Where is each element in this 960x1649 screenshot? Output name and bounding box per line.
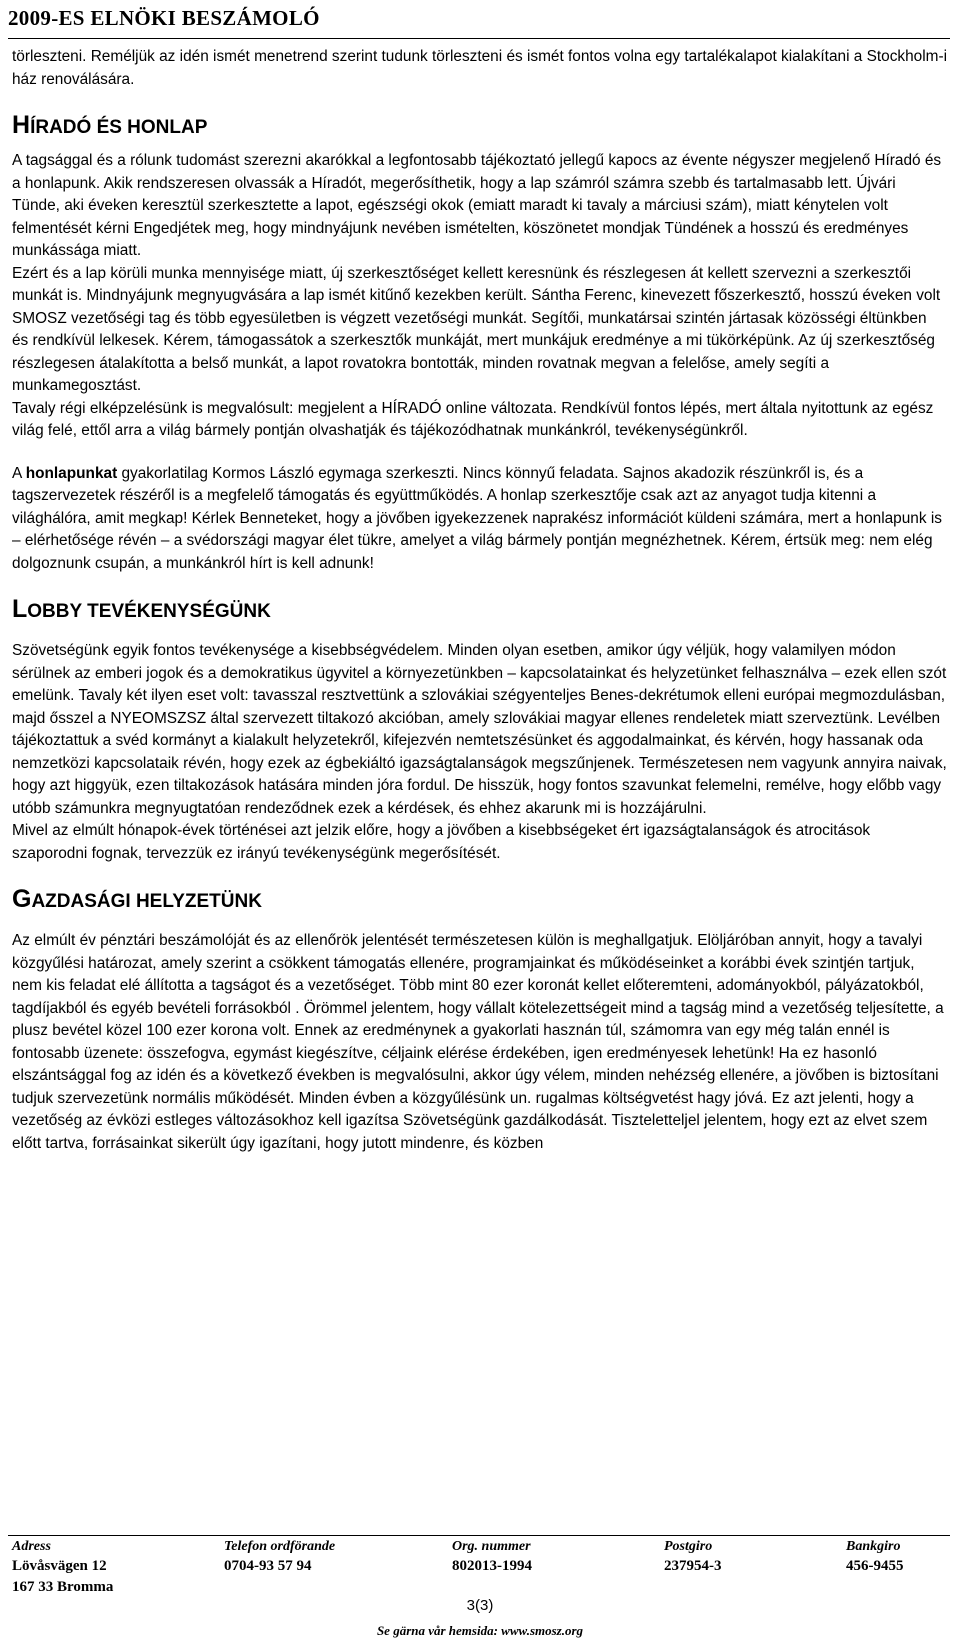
footer-phone: [224, 1538, 335, 1577]
gazdasagi-paragraph-1: Az elmúlt év pénztári beszámolóját és az ellenőrök jelentését természetesen külön is meghallgatjuk. Elöljáróban annyit, hogy a tavalyi közgyűlési határozat, amely szerint a csökkent támogatás ellenére, programjainkat és működéseinket a korábbi évek szintjén tartjuk, nem kis feladat elé állította a tagságot és a vezetőséget. Több mint 80 ezer koronát kellet előteremteni, adományokból, pályázatokból, tagdíjakból és egyéb bevételi forrásokból . Örömmel jelentem, hogy vállalt kötelezettségeit mind a tagság mind a vezetőség teljesítette, a plusz bevétel közel 100 ezer korona volt. Ennek az eredménynek a gyakorlati hasznán túl, számomra van egy még talán ennél is fontosabb üzenete: összefogva, egymást kiegészítve, céljaink elérése érdekében, igen eredményesek lehetünk! Ha ez hasonló elszántsággal fog az idén és a következő években is megvalósulni, akkor úgy vélem, minden nehézség ellenére, a jövőben is biztosítani tudjuk szervezetünk normális működését. Minden évben a közgyűlésünk un. rugalmas költségvetést hagy jóvá. Ez azt jelenti, hogy a vezetőség az évközi estleges változásokhoz kell igazítsa Szövetségünk gazdálkodását. Tiszteletteljel jelentem, hogy ezt az elvet szem előtt tartva, forrásainkat sikerült úgy igazítani, hogy jutott mindenre, és közben: [12, 932, 944, 1152]
footer-address-line2: 167 33 Bromma: [12, 1579, 114, 1595]
lobby-paragraph-2: Mivel az elmúlt hónapok-évek történései azt jelzik előre, hogy a jövőben a kisebbségeket ért igazságtalanságok és atrocitások szaporodni fognak, tervezzük ez irányú tevékenységünk megerősítését.: [12, 822, 871, 862]
hirado-paragraph-2: Ezért és a lap körüli munka mennyisége miatt, új szerkesztőséget kellett keresnünk és részlegesen át kellett szervezni a szerkesztői munkát is. Mindnyájunk megnyugvására a lap ismét kitűnő kezekben került. Sántha Ferenc, kinevezett főszerkesztő, hosszú éveken volt SMOSZ vezetőségi tag és több egyesületben is végzett vezetőségi munkát. Segítői, munkatársai szintén jártasak közösségi éltünkben és rendkívül lelkesek. Kérem, támogassátok a szerkesztők munkáját, mert munkájuk eredménye a mi tükörképünk. Az új szerkesztőség részlegesen átalakította a belső munkát, a lapot rovatokra bontották, minden rovatnak megvan a felelőse, amely segíti a munkamegosztást.: [12, 264, 941, 394]
honlap-paragraph: A honlapunkat gyakorlatilag Kormos László egymaga szerkeszti. Nincs könnyű feladata. Sajnos akadozik részünkről is, és a tagszervezetek részéről is a megfelelő támogatás és együttműködés. A honlap szerkesztője csak azt az anyagot tudja kitenni a világhálóra, amit megkap! Kérlek Benneteket, hogy a jövőben igyekezzenek naprakész információt küldeni számára, mert a honlapunk is – elérhetősége révén – a svédországi magyar élet tükre, amelyet a világ bármely pontján megnézhetnek. Kérem, értsük meg: nem elég dolgoznunk csupán, a munkánkról hírt is kell adnunk!: [12, 464, 942, 572]
footer-address-line1: Lövåsvägen 12: [12, 1558, 107, 1574]
page-header-title: 2009-ES ELNÖKI BESZÁMOLÓ: [8, 6, 320, 30]
honlap-bold-term: honlapunkat: [25, 464, 118, 482]
intro-paragraph: törleszteni. Reméljük az idén ismét menetrend szerint tudunk törleszteni és ismét fontos volna egy tartalékalapot kialakítani a Stockholm-i ház renoválására.: [12, 48, 948, 88]
section-heading-gazdasagi: GAZDASÁGI HELYZETÜNK: [12, 885, 262, 913]
hirado-paragraph-1: A tagsággal és a rólunk tudomást szerezni akarókkal a legfontosabb tájékoztató jellegű kapocs az évente négyszer megjelenő Híradó és a honlapunk. Akik rendszeresen olvassák a Híradót, megerősíthetik, hogy a lap számról számra szebb és tartalmasabb lett. Újvári Tünde, aki éveken keresztül szerkesztette a lapot, egészségi okok (emiatt maradt ki tavaly a márciusi szám), miatt kénytelen volt felmentését kérni Engedjétek meg, hogy mindnyájunk nevében ismételten, köszönetet mondjak Tündének a hosszú és eredményes munkássága miatt.: [12, 152, 942, 259]
footer-postgiro: [664, 1538, 722, 1577]
footer-address: [12, 1538, 113, 1598]
footer-bankgiro: [846, 1538, 904, 1577]
section-heading-lobby: LOBBY TEVÉKENYSÉGÜNK: [12, 595, 271, 623]
footer-address-label: Adress: [12, 1539, 51, 1554]
footer-postgiro-label: Postgiro: [664, 1539, 713, 1554]
footer-bankgiro-label: Bankgiro: [846, 1539, 901, 1554]
page-number: 3(3): [466, 1597, 494, 1614]
footer-phone-label: Telefon ordförande: [224, 1539, 336, 1554]
footer-divider: [8, 1535, 950, 1536]
header-divider: [8, 38, 950, 39]
footer-org-number: [452, 1538, 532, 1577]
hirado-paragraph-3: Tavaly régi elképzelésünk is megvalósult: megjelent a HÍRADÓ online változata. Rendkívül fontos lépés, mert általa nyitottunk az egész világ felé, ettől arra a világ bármely pontján olvashatják és tájékozódhatnak munkánkról, tevékenységünkről.: [12, 399, 934, 439]
footer-org-value: 802013-1994: [452, 1558, 532, 1574]
document-body: [12, 46, 947, 1155]
section-heading-hirado: HÍRADÓ ÉS HONLAP: [12, 111, 208, 139]
lobby-paragraph-1: Szövetségünk egyik fontos tevékenysége a kisebbségvédelem. Minden olyan esetben, amikor úgy véljük, hogy valamilyen módon sérülnek az emberi jogok és a demokratikus ügyvitel a környezetünkben – kapcsolatainkat és helyzetünket felhasználva – ezek ellen szót emelünk. Tavaly két ilyen eset volt: tavasszal resztvettünk a szlovákiai szégyenteljes Benes-dekrétumok elleni európai megmozdulásban, majd ősszel a NYEOMSZSZ által szervezett tiltakozó akcióban, amely szlovákiai magyar ellenes rendeletek miatt szerveztünk. Levélben tájékoztattuk a svéd kormányt a kialakult helyzetekről, kifejezvén nemtetszésünket és aggodalmainkat, és kérvén, hogy hassanak oda nemzetközi kapcsolataik révén, hogy ezek az égbekiáltó igazságtalanságok megszűnjenek. Természetesen nem vagyunk annyira naivak, hogy azt higgyük, ezen tiltakozások hatására minden jóra fordul. De hisszük, hogy fontos szavunkat felemelni, remélve, hogy előbb vagy utóbb számunkra megnyugtatóan rendeződnek ezek a kérdések, és ehhez akarunk mi is hozzájárulni.: [12, 642, 947, 817]
footer-postgiro-value: 237954-3: [664, 1558, 722, 1574]
footer-website: Se gärna vår hemsida: www.smosz.org: [376, 1623, 584, 1638]
footer-phone-value: 0704-93 57 94: [224, 1558, 312, 1574]
footer-org-label: Org. nummer: [452, 1539, 531, 1554]
footer-bankgiro-value: 456-9455: [846, 1558, 904, 1574]
